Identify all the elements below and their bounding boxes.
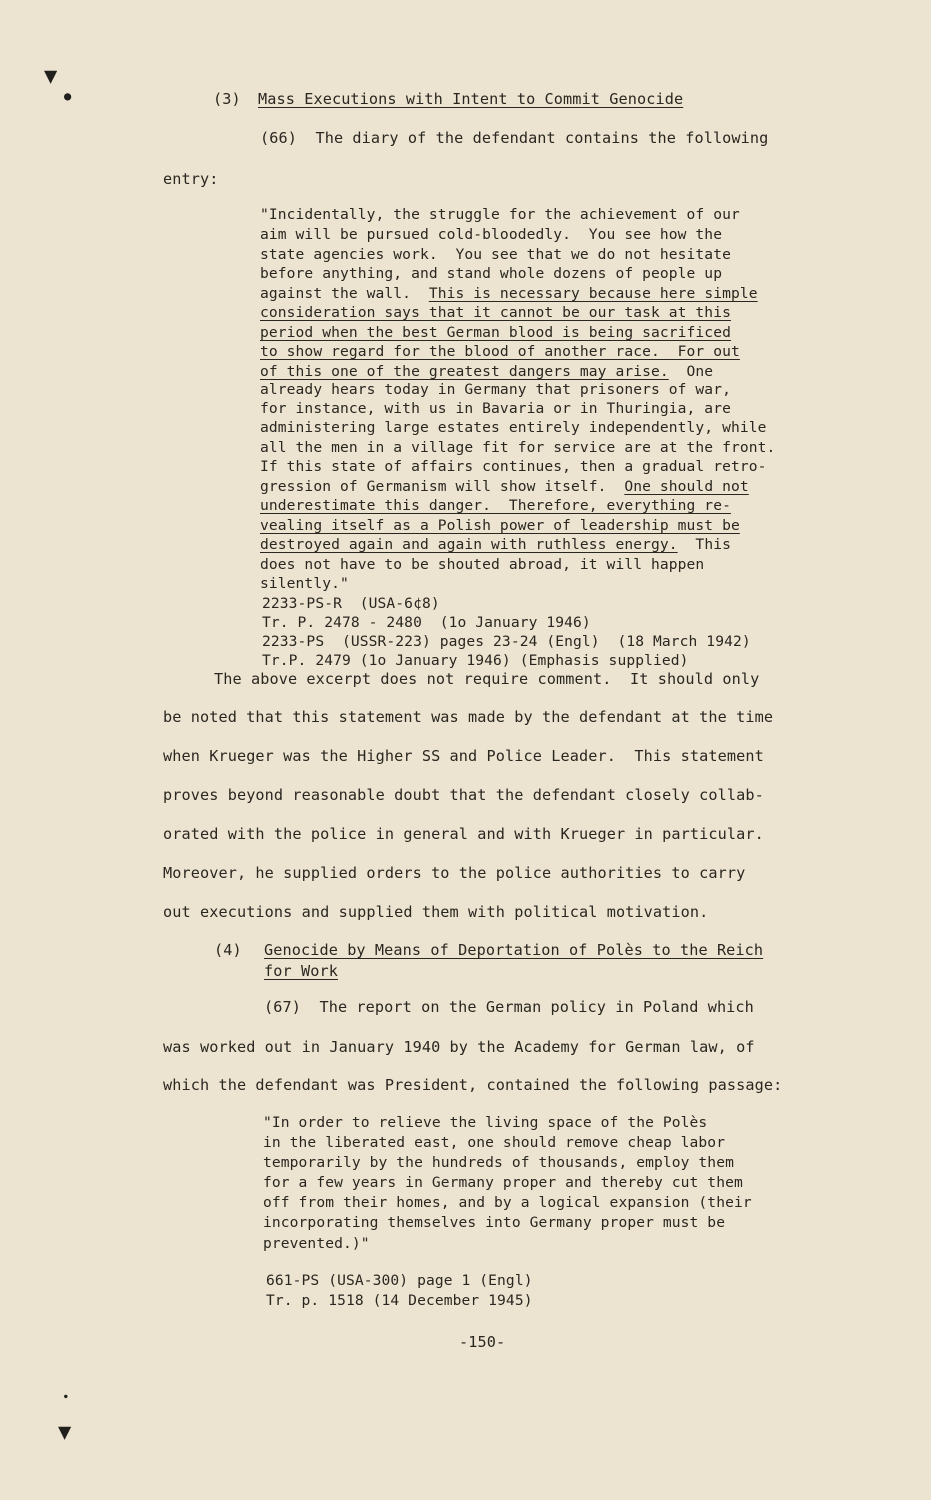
- quote-1-emphasis-line: consideration says that it cannot be our task at this: [260, 304, 731, 321]
- quote-1-line: aim will be pursued cold-bloodedly. You see how the: [260, 226, 723, 243]
- para-66-line: entry:: [163, 170, 219, 188]
- quote-1-plain-segment: One: [668, 363, 714, 380]
- comment-line: when Krueger was the Higher SS and Police Leader. This statement: [163, 747, 764, 765]
- quote-1-line: [260, 363, 713, 380]
- section-4-heading: Genocide by Means of Deportation of Polès to the Reich: [264, 941, 764, 959]
- quote-1-emphasis: This is necessary because here simple: [428, 285, 758, 302]
- quote-1-line: [260, 285, 758, 302]
- comment-line: Moreover, he supplied orders to the police authorities to carry: [163, 864, 746, 882]
- quote-1-line: "Incidentally, the struggle for the achievement of our: [260, 206, 740, 223]
- comment-line: out executions and supplied them with political motivation.: [163, 903, 709, 921]
- page-number: -150-: [459, 1333, 506, 1351]
- quote-2-line: in the liberated east, one should remove cheap labor: [263, 1134, 726, 1151]
- quote-1-plain-segment: against the wall.: [260, 285, 429, 302]
- quote-1-emphasis-line: period when the best German blood is being sacrificed: [260, 324, 731, 341]
- binding-hole-mark-bottom-icon: ▼: [58, 1420, 72, 1445]
- quote-1-emphasis-line: to show regard for the blood of another race. For out: [260, 343, 740, 360]
- quote-2-line: for a few years in Germany proper and thereby cut them: [263, 1174, 743, 1191]
- quote-1-line: for instance, with us in Bavaria or in Thuringia, are: [260, 400, 731, 417]
- quote-2-line: temporarily by the hundreds of thousands, employ them: [263, 1154, 734, 1171]
- quote-1-line: [260, 536, 731, 553]
- citation-1-line: Tr. P. 2478 - 2480 (1o January 1946): [262, 614, 591, 631]
- para-67-line: was worked out in January 1940 by the Academy for German law, of: [163, 1038, 755, 1056]
- quote-1-emphasis-line: underestimate this danger. Therefore, everything re-: [260, 497, 731, 514]
- section-4-heading: for Work: [264, 962, 338, 980]
- comment-line: be noted that this statement was made by the defendant at the time: [163, 708, 774, 726]
- binding-dot-icon: ●: [64, 89, 72, 103]
- quote-1-line: already hears today in Germany that prisoners of war,: [260, 381, 731, 398]
- para-67-line: (67) The report on the German policy in Poland which: [264, 998, 754, 1016]
- quote-1-line: administering large estates entirely independently, while: [260, 419, 767, 436]
- comment-line: proves beyond reasonable doubt that the defendant closely collab-: [163, 786, 764, 804]
- comment-line: orated with the police in general and with Krueger in particular.: [163, 825, 764, 843]
- quote-2-line: prevented.)": [263, 1235, 370, 1252]
- quote-1-emphasis: destroyed again and again with ruthless energy.: [260, 536, 678, 553]
- quote-1-plain-segment: This: [677, 536, 731, 553]
- quote-2-line: off from their homes, and by a logical expansion (their: [263, 1194, 752, 1211]
- quote-1-emphasis-line: vealing itself as a Polish power of leadership must be: [260, 517, 740, 534]
- quote-2-line: "In order to relieve the living space of the Polès: [263, 1114, 708, 1131]
- quote-1-emphasis: of this one of the greatest dangers may arise.: [260, 363, 669, 380]
- comment-line: The above excerpt does not require comment. It should only: [214, 670, 760, 688]
- binding-dot-icon: ●: [64, 1393, 68, 1400]
- section-4-number: (4): [214, 941, 242, 959]
- para-66-line: (66) The diary of the defendant contains the following: [260, 129, 769, 147]
- quote-2-line: incorporating themselves into Germany proper must be: [263, 1214, 726, 1231]
- quote-1-plain-segment: gression of Germanism will show itself.: [260, 478, 625, 495]
- section-3-heading: Mass Executions with Intent to Commit Genocide: [258, 90, 684, 108]
- quote-1-emphasis: One should not: [624, 478, 749, 495]
- citation-1-line: 2233-PS (USSR-223) pages 23-24 (Engl) (18 March 1942): [262, 633, 751, 650]
- binding-hole-mark-top-icon: ▼: [44, 64, 58, 89]
- quote-1-line: before anything, and stand whole dozens of people up: [260, 265, 723, 282]
- section-3-number: (3): [213, 90, 241, 108]
- quote-1-line: If this state of affairs continues, then a gradual retro-: [260, 458, 767, 475]
- para-67-line: which the defendant was President, contained the following passage:: [163, 1076, 783, 1094]
- citation-2-line: Tr. p. 1518 (14 December 1945): [266, 1292, 533, 1309]
- citation-1-line: Tr.P. 2479 (1o January 1946) (Emphasis supplied): [262, 652, 689, 669]
- quote-1-line: all the men in a village fit for service are at the front.: [260, 439, 776, 456]
- citation-1-line: 2233-PS-R (USA-6¢8): [262, 595, 440, 612]
- quote-1-line: state agencies work. You see that we do not hesitate: [260, 246, 731, 263]
- quote-1-line: does not have to be shouted abroad, it will happen: [260, 556, 705, 573]
- citation-2-line: 661-PS (USA-300) page 1 (Engl): [266, 1272, 533, 1289]
- quote-1-line: [260, 478, 749, 495]
- quote-1-line: silently.": [260, 575, 349, 592]
